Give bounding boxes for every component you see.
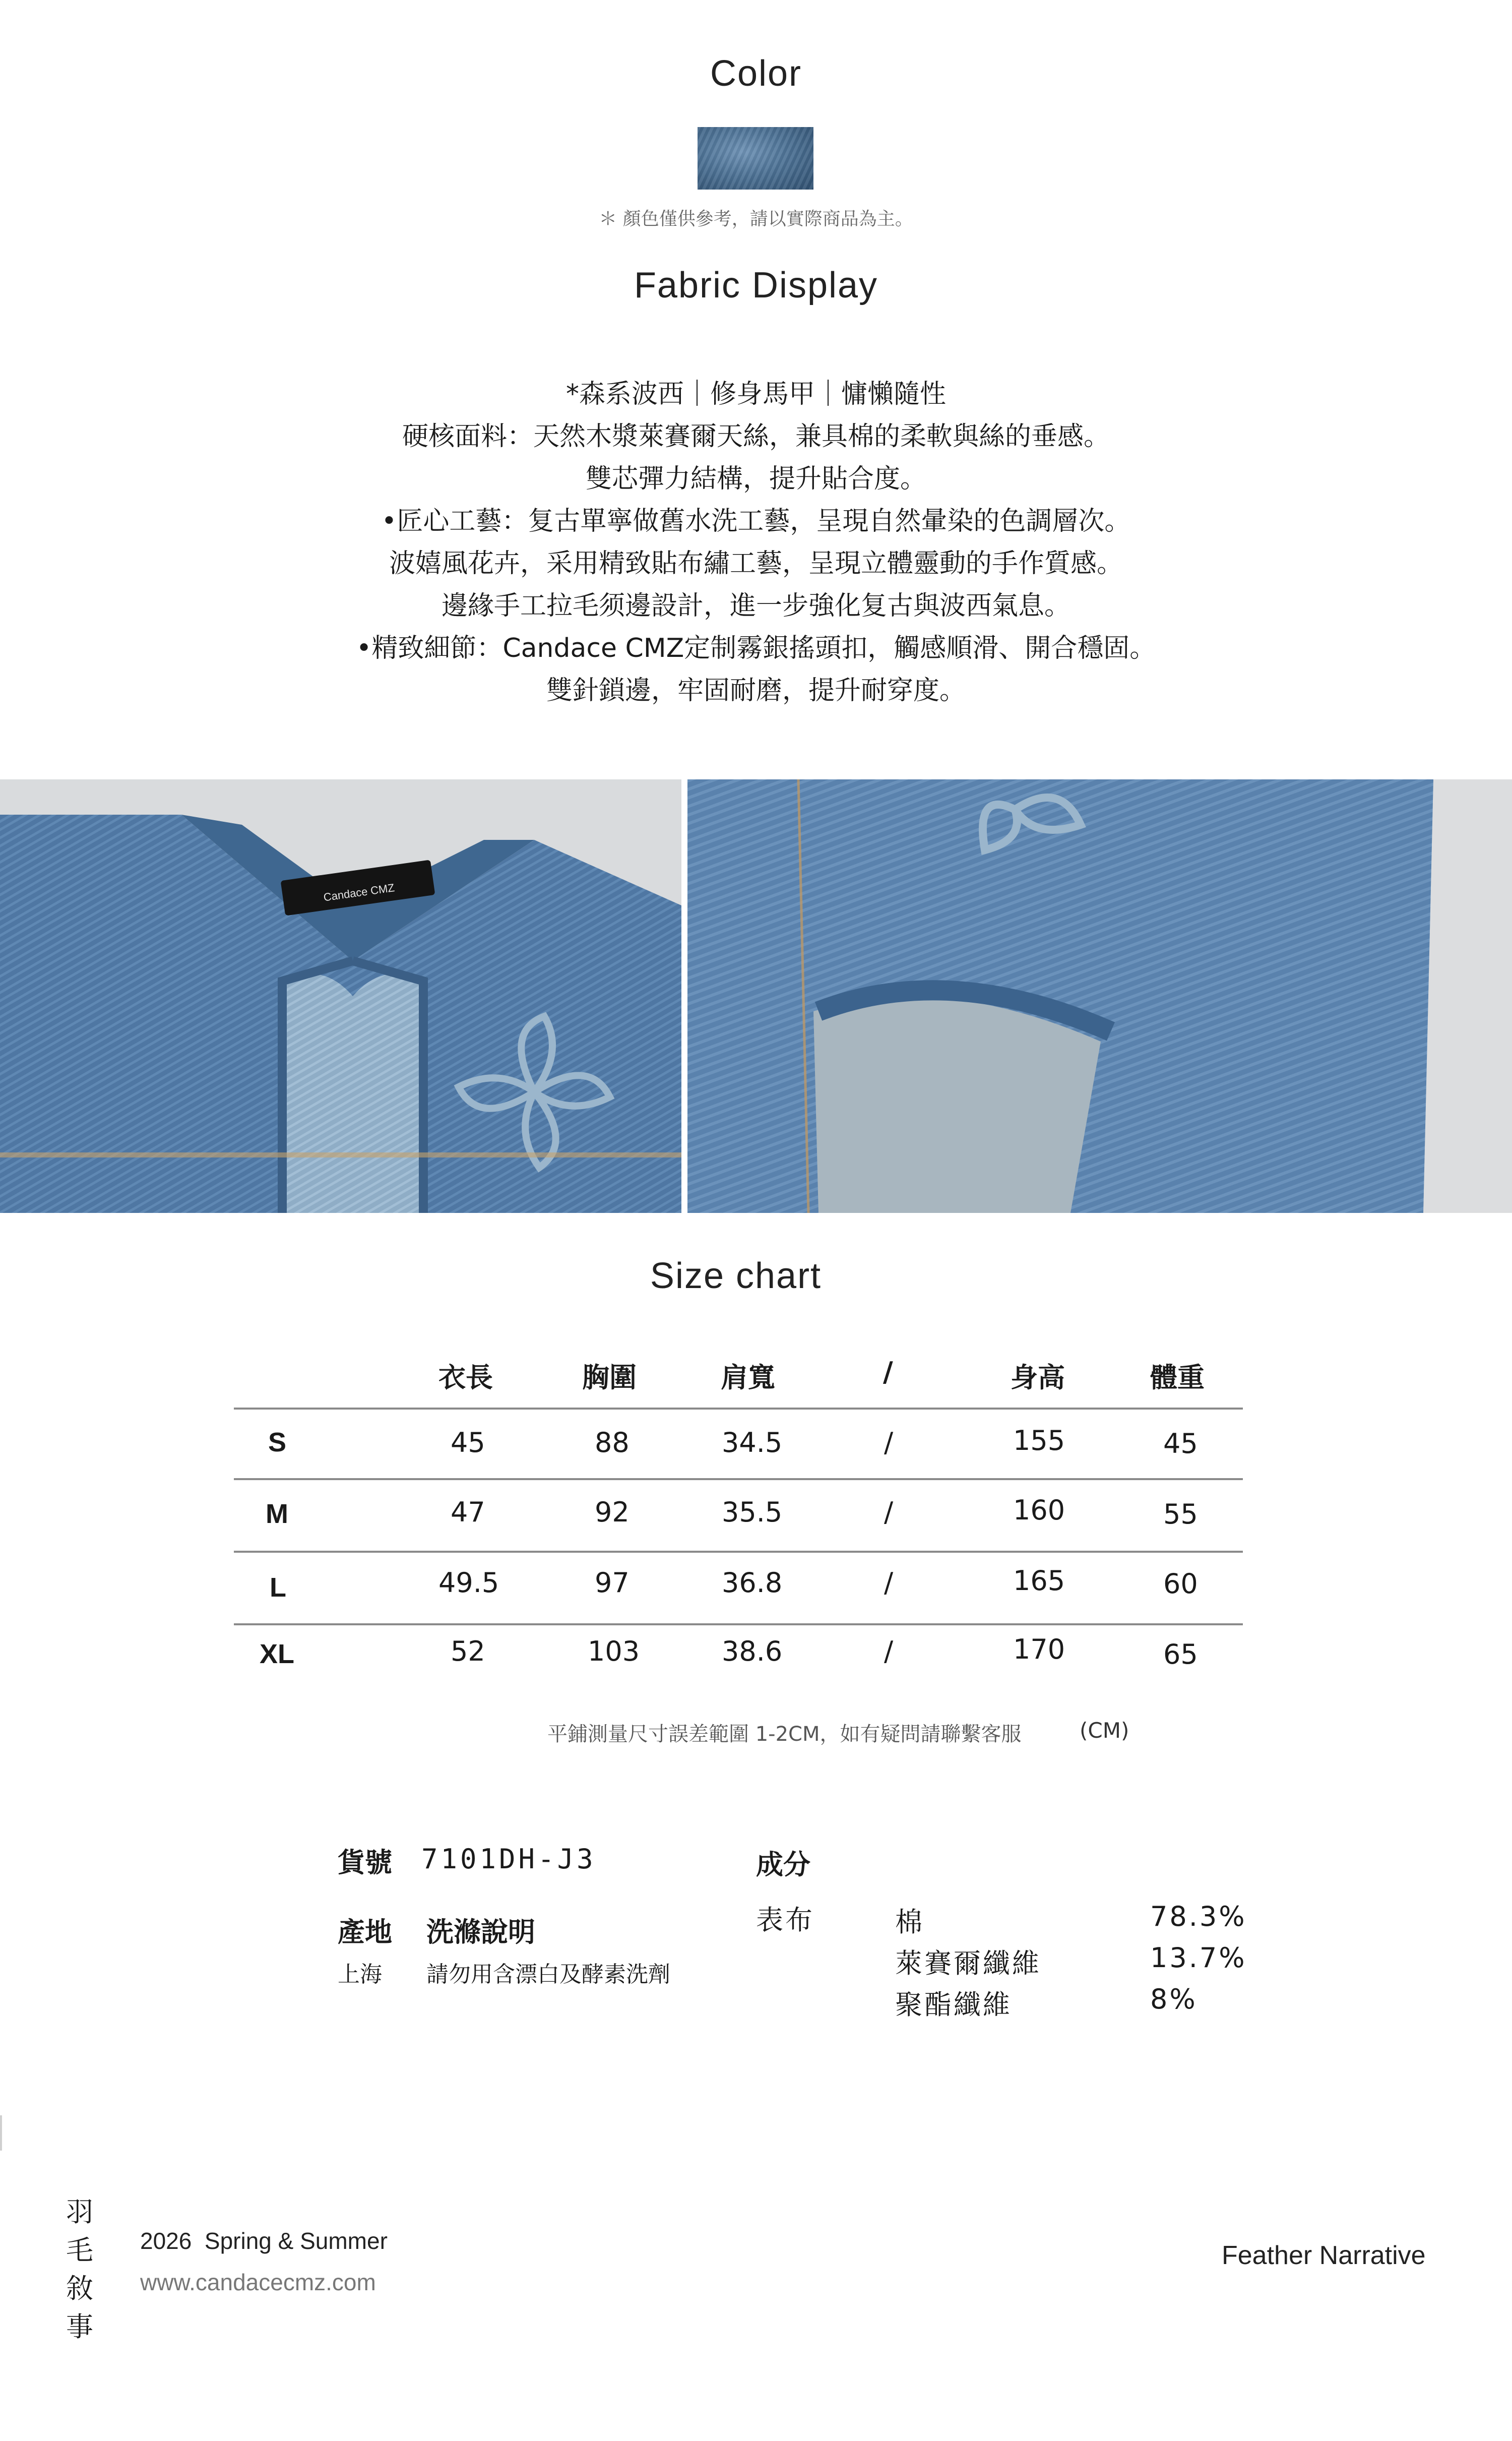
size-label: L: [270, 1572, 286, 1603]
size-label: XL: [260, 1639, 295, 1669]
table-cell: 45: [1163, 1428, 1198, 1459]
sku-value: 7101DH-J3: [421, 1843, 596, 1875]
fabric-line: *森系波西｜修身馬甲｜慵懶隨性: [565, 379, 946, 409]
table-cell: 45: [451, 1427, 485, 1458]
table-cell: 49.5: [438, 1567, 499, 1599]
composition-percent: 78.3%: [1150, 1901, 1247, 1932]
table-cell: 160: [1013, 1494, 1065, 1526]
color-note: ＊ 顏色僅供參考，請以實際商品為主。: [599, 209, 913, 229]
table-cell: 65: [1163, 1638, 1198, 1670]
table-cell: /: [884, 1427, 894, 1458]
fabric-line: •精致細節：Candace CMZ定制霧銀搖頭扣，觸感順滑、開合穩固。: [356, 633, 1156, 663]
color-title: Color: [710, 53, 802, 94]
origin-label: 產地: [338, 1916, 392, 1948]
table-cell: 97: [595, 1567, 629, 1599]
size-label: M: [266, 1499, 288, 1529]
fabric-line: 邊緣手工拉毛须邊設計，進一步強化复古與波西氣息。: [441, 591, 1070, 621]
header-chest: 胸圍: [582, 1362, 637, 1393]
header-weight: 體重: [1150, 1362, 1205, 1393]
color-swatch-denim[interactable]: [698, 127, 813, 190]
label-text: Candace CMZ: [323, 881, 396, 904]
footer-website-link[interactable]: www.candacecmz.com: [140, 2269, 376, 2295]
footer-season: 2026 Spring & Summer: [140, 2228, 388, 2254]
table-divider: [234, 1408, 1243, 1410]
header-shoulder: 肩寬: [721, 1362, 775, 1393]
wash-label: 洗滌說明: [426, 1916, 535, 1948]
edge-mark: [0, 2115, 2, 2151]
origin-value: 上海: [338, 1962, 382, 1987]
table-cell: 52: [451, 1635, 485, 1667]
header-length: 衣長: [438, 1362, 493, 1393]
composition-material: 聚酯纖維: [895, 1989, 1012, 2021]
table-cell: 170: [1013, 1633, 1065, 1665]
composition-part: 表布: [756, 1904, 814, 1936]
brand-char: 毛: [66, 2234, 93, 2266]
brand-char: 敘: [66, 2273, 93, 2304]
size-note: 平鋪測量尺寸誤差範圍 1-2CM，如有疑問請聯繫客服: [547, 1723, 1022, 1746]
table-cell: /: [884, 1496, 894, 1528]
table-cell: 38.6: [722, 1635, 783, 1667]
brand-char: 事: [66, 2311, 93, 2343]
composition-material: 萊賽爾纖維: [895, 1947, 1041, 1979]
table-cell: 165: [1013, 1565, 1065, 1597]
table-cell: 47: [451, 1496, 485, 1528]
brand-vertical: [65, 2193, 95, 2346]
fabric-line: 硬核面料：天然木漿萊賽爾天絲，兼具棉的柔軟與絲的垂感。: [402, 421, 1110, 452]
size-chart-title: Size chart: [650, 1256, 822, 1296]
composition-material: 棉: [895, 1906, 924, 1938]
table-cell: 60: [1163, 1568, 1198, 1600]
table-cell: 92: [595, 1496, 629, 1528]
wash-value: 請勿用含漂白及酵素洗劑: [426, 1962, 670, 1987]
footer-tagline: Feather Narrative: [1222, 2241, 1426, 2270]
table-cell: 155: [1013, 1425, 1065, 1456]
fabric-line: 雙芯彈力結構，提升貼合度。: [585, 464, 926, 494]
table-cell: 103: [588, 1635, 640, 1667]
header-separator: /: [883, 1356, 893, 1388]
table-cell: /: [884, 1567, 894, 1599]
fabric-title: Fabric Display: [634, 265, 878, 306]
table-cell: 36.8: [722, 1567, 783, 1599]
fabric-description: [0, 373, 1512, 712]
fabric-line: •匠心工藝：复古單寧做舊水洗工藝，呈現自然暈染的色調層次。: [381, 506, 1131, 536]
table-cell: 88: [595, 1427, 629, 1458]
table-divider: [234, 1478, 1243, 1480]
product-photo-collar: [0, 779, 681, 1213]
composition-percent: 8%: [1150, 1983, 1198, 2015]
fabric-line: 雙針鎖邊，牢固耐磨，提升耐穿度。: [546, 676, 966, 706]
sku-label: 貨號: [338, 1847, 392, 1878]
table-cell: 55: [1163, 1498, 1198, 1530]
table-cell: 35.5: [722, 1496, 783, 1528]
fabric-line: 波嬉風花卉，采用精致貼布繡工藝，呈現立體靈動的手作質感。: [389, 548, 1123, 579]
table-cell: /: [884, 1635, 894, 1667]
brand-char: 羽: [66, 2196, 93, 2228]
table-divider: [234, 1551, 1243, 1553]
composition-label: 成分: [756, 1849, 810, 1880]
product-photo-armhole: [687, 779, 1512, 1213]
table-divider: [234, 1623, 1243, 1625]
composition-percent: 13.7%: [1150, 1942, 1247, 1974]
size-unit: (CM): [1080, 1718, 1129, 1743]
header-height: 身高: [1011, 1362, 1065, 1393]
table-cell: 34.5: [722, 1427, 783, 1458]
size-label: S: [268, 1427, 287, 1457]
